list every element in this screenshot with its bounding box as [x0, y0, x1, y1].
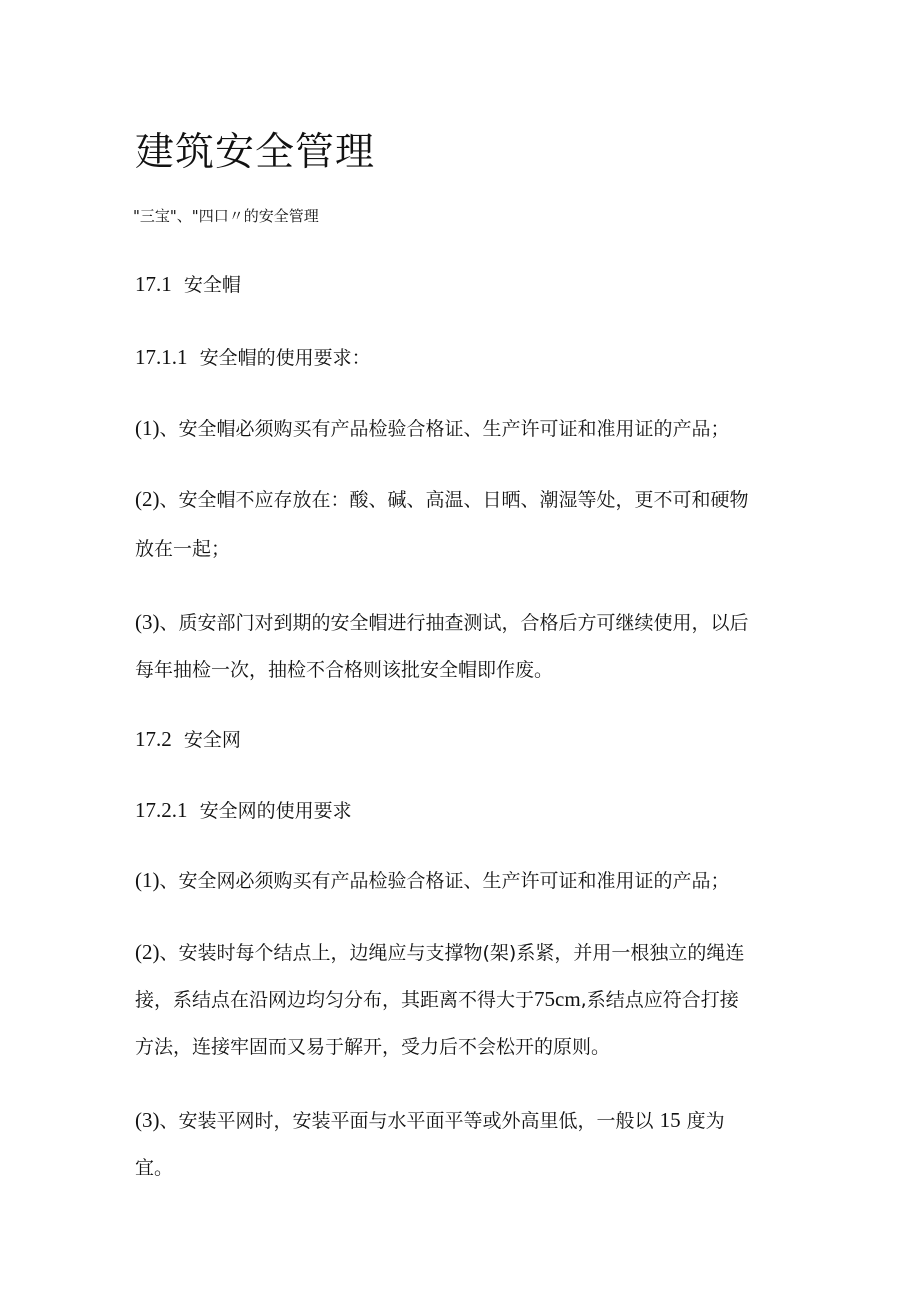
- subsection-title: 安全帽的使用要求：: [199, 347, 371, 369]
- section-heading-17-2: [135, 725, 241, 754]
- item-text: 、质安部门对到期的安全帽进行抽查测试，合格后方可继续使用，以后: [159, 612, 749, 634]
- subsection-heading-17-2-1: [135, 796, 352, 825]
- item-text: 、安全帽必须购买有产品检验合格证、生产许可证和准用证的产品；: [159, 418, 730, 440]
- section-number: 17.2: [135, 727, 172, 751]
- item-text: 方法，连接牢固而又易于解开，受力后不会松开的原则。: [135, 1036, 611, 1058]
- item-marker: (3): [135, 610, 160, 634]
- item-text: 、安装时每个结点上，边绳应与支撑物(架)系紧，并用一根独立的绳连: [159, 942, 745, 964]
- list-item-continuation: [135, 985, 739, 1014]
- item-marker: (3): [135, 1108, 160, 1132]
- section-title: 安全网: [183, 729, 241, 751]
- subsection-heading-17-1-1: [135, 343, 371, 372]
- list-item: [135, 866, 730, 895]
- item-text: 、安装平网时，安装平面与水平面平等或外高里低，一般以: [159, 1110, 654, 1132]
- list-item: [135, 414, 730, 443]
- item-text: 每年抽检一次，抽检不合格则该批安全帽即作废。: [135, 659, 554, 681]
- item-marker: (1): [135, 416, 160, 440]
- subsection-number: 17.2.1: [135, 798, 188, 822]
- list-item-continuation: [135, 1154, 173, 1182]
- item-marker: (2): [135, 487, 160, 511]
- item-marker: (1): [135, 868, 160, 892]
- list-item: [135, 485, 749, 514]
- item-text: 接，系结点在沿网边均匀分布，其距离不得大于: [135, 989, 535, 1011]
- item-text: 宜。: [135, 1157, 174, 1179]
- section-heading-17-1: [135, 270, 241, 299]
- item-text: 、安全帽不应存放在：酸、碱、高温、日晒、潮湿等处，更不可和硬物: [159, 489, 749, 511]
- page-title: 建筑安全管理: [135, 130, 376, 175]
- item-marker: (2): [135, 940, 160, 964]
- list-item-continuation: [135, 535, 230, 563]
- subsection-number: 17.1.1: [135, 345, 188, 369]
- item-number: 15: [659, 1108, 681, 1132]
- item-text: 、安全网必须购买有产品检验合格证、生产许可证和准用证的产品；: [159, 870, 730, 892]
- list-item-continuation: [135, 656, 553, 684]
- item-text: ,系结点应符合打接: [580, 989, 739, 1011]
- list-item-continuation: [135, 1033, 610, 1061]
- section-number: 17.1: [135, 272, 172, 296]
- list-item: [135, 1106, 725, 1135]
- item-number: 75cm: [534, 987, 581, 1011]
- list-item: [135, 938, 744, 967]
- subsection-title: 安全网的使用要求: [199, 800, 352, 822]
- list-item: [135, 608, 749, 637]
- item-text: 放在一起；: [135, 538, 231, 560]
- page-subtitle: "三宝"、"四口〃的安全管理: [133, 207, 319, 225]
- section-title: 安全帽: [183, 274, 241, 296]
- item-text: 度为: [686, 1110, 725, 1132]
